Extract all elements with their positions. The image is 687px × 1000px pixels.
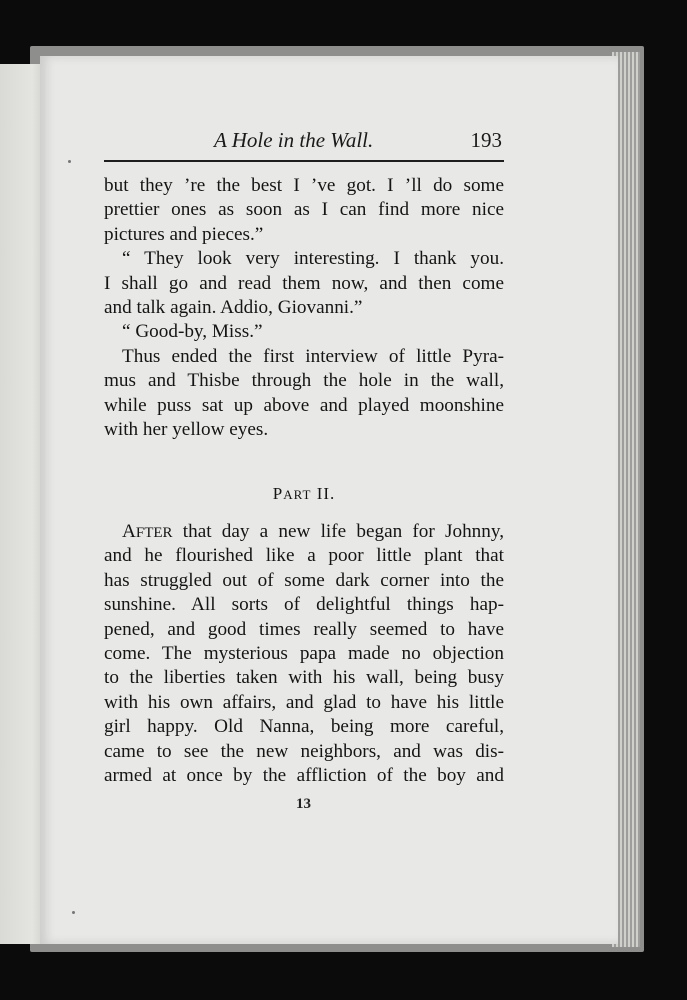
page-number: 193 [470, 128, 502, 152]
part-heading [104, 484, 504, 504]
text-line: “ Good-by, Miss.” [122, 321, 263, 343]
dropcap: A [122, 521, 136, 542]
text-line: prettier ones as soon as I can find more nice [104, 199, 504, 221]
text-line: sunshine. All sorts of delightful things hap- [104, 594, 504, 616]
text-line: with his own affairs, and glad to have his little [104, 691, 504, 713]
page-header [104, 128, 504, 158]
text-line: girl happy. Old Nanna, being more careful, [104, 716, 504, 738]
text-line: and he flourished like a poor little plant that [104, 545, 504, 567]
part-heading-smallcaps: ART [283, 487, 312, 502]
text-line: I shall go and read them now, and then come [104, 272, 504, 294]
signature-mark: 13 [296, 796, 311, 812]
header-rule [104, 160, 504, 162]
text-line: pictures and pieces.” [104, 223, 264, 245]
text-line: come. The mysterious papa made no objection [104, 642, 504, 664]
text-line: pened, and good times really seemed to have [104, 618, 504, 640]
text-line: to the liberties taken with his wall, being busy [104, 667, 504, 689]
text-line: came to see the new neighbors, and was dis- [104, 740, 504, 762]
text-line: “ They look very interesting. I thank you. [122, 248, 504, 270]
text-line: with her yellow eyes. [104, 418, 269, 440]
text-line-first [104, 520, 504, 544]
text-line: but they ’re the best I ’ve got. I ’ll do some [104, 175, 504, 196]
paper-speck [72, 911, 75, 914]
body-text-bottom [104, 520, 504, 788]
running-head: A Hole in the Wall. [214, 128, 374, 152]
text-line: has struggled out of some dark corner into the [104, 569, 504, 591]
text-line: while puss sat up above and played moonshine [104, 394, 504, 416]
text-line: armed at once by the affliction of the boy and [104, 764, 504, 786]
part-heading-numeral: II. [316, 484, 336, 503]
body-text-top [104, 174, 504, 442]
text-line: and talk again. Addio, Giovanni.” [104, 296, 363, 318]
smallcaps-word: FTER [135, 525, 173, 541]
part-heading-cap: P [272, 484, 284, 503]
text-line: Thus ended the first interview of little Pyra- [122, 345, 504, 367]
paper-speck [68, 160, 71, 163]
first-line-rest: that day a new life began for Johnny, [172, 521, 504, 542]
text-line: mus and Thisbe through the hole in the wall, [104, 370, 504, 392]
